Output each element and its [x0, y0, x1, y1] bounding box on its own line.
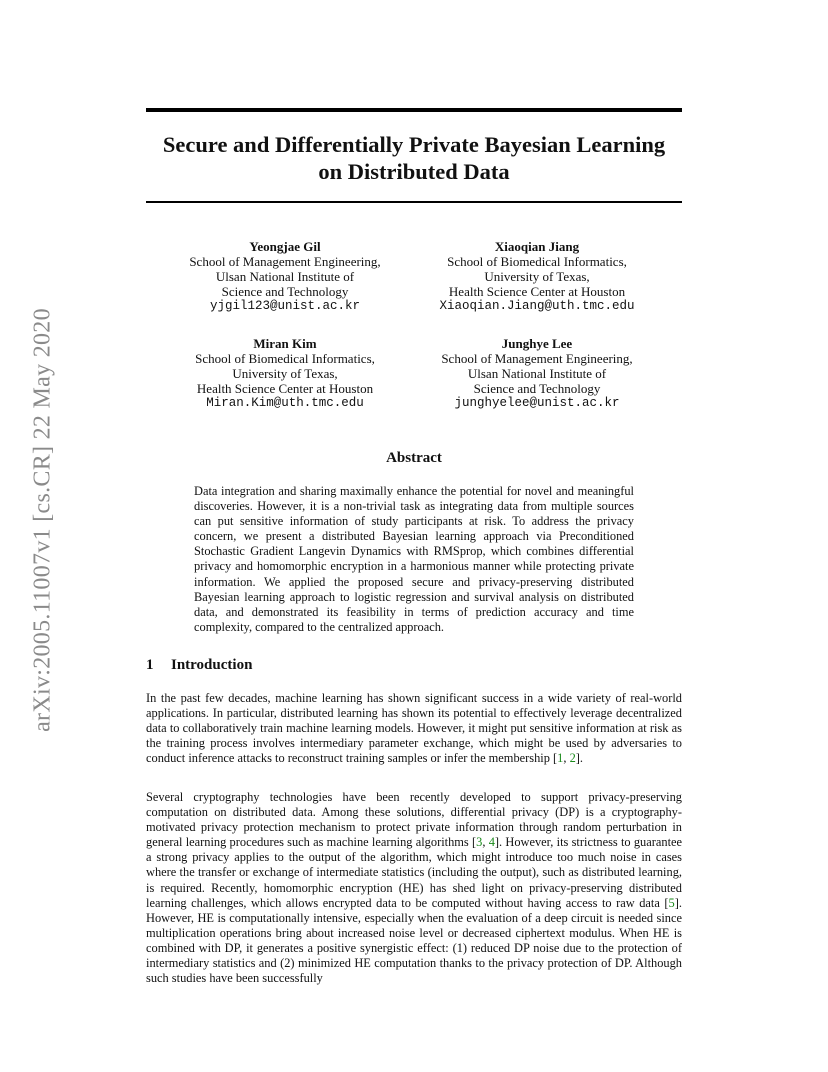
author-email[interactable]: Miran.Kim@uth.tmc.edu: [206, 396, 364, 410]
author-affiliation-line: Ulsan National Institute of: [215, 269, 355, 284]
author-affiliation-line: Health Science Center at Houston: [448, 284, 626, 299]
author-affiliation-line: Science and Technology: [221, 284, 349, 299]
abstract-text: Data integration and sharing maximally enhance the potential for novel and meaningful discoveries. However, it is a non-trivial task as integrating data from multiple sources can put sensitive information of study participants at risk. To address the privacy concern, we present a distributed Bayesian learning approach via Preconditioned Stochastic Gradient Langevin Dynamics with RMSprop, which combines differential privacy and homomorphic encryption in a harmonious manner while protecting private information. We applied the proposed secure and privacy-preserving distributed Bayesian learning approach to logistic regression and survival analysis on distributed data, and demonstrated its feasibility in terms of prediction accuracy and time complexity, compared to the centralized approach.: [194, 484, 634, 634]
paragraph-text: .: [579, 751, 584, 766]
author-affiliation-line: School of Management Engineering,: [441, 351, 633, 366]
author-affiliation-line: Ulsan National Institute of: [467, 366, 607, 381]
author-affiliation-line: University of Texas,: [484, 269, 590, 284]
title-top-rule: [146, 108, 682, 112]
citation-link[interactable]: 1: [557, 751, 564, 766]
author-affiliation-line: University of Texas,: [232, 366, 338, 381]
author-block: [160, 239, 410, 314]
paragraph-text: Several cryptography technologies have been recently developed to support privacy-preserving computation on distributed data. Among these solutions, differential privacy (DP) is a cryptography-motivated privacy protection mechanism to protect private information through random perturbation in general learning procedures such as machine learning algorithms: [146, 790, 682, 850]
author-affiliation-line: School of Management Engineering,: [189, 254, 381, 269]
citation-link[interactable]: 3: [476, 835, 483, 850]
paragraph-text: . However, its strictness to guarantee a strong privacy applies to the output of the algorithm, which might introduce too much noise in cases where the transfer or exchange of intermediate statistics (including the output), such as distributed learning, is required. Recently, homomorphic encryption (HE) has shed light on privacy-preserving distributed learning challenges, which allows encrypted data to be computed without having access to raw data: [146, 835, 683, 910]
author-name: Xiaoqian Jiang: [494, 239, 580, 254]
paper-title: [146, 131, 682, 185]
section-heading: [146, 657, 682, 674]
author-email[interactable]: Xiaoqian.Jiang@uth.tmc.edu: [439, 299, 635, 313]
author-affiliation-line: Health Science Center at Houston: [196, 381, 374, 396]
paragraph-text: . However, HE is computationally intensive, especially when the evaluation of a deep circuit is needed since multiplication operations bring about increased noise level or decreased ciphertext modulus. When HE is combined with DP, it generates a positive synergistic effect: (1) reduced DP noise due to the protection of intermediary statistics and (2) minimized HE computation thanks to the privacy protection of DP. Although such studies have been successfully: [146, 895, 682, 986]
author-block: [160, 336, 410, 411]
author-affiliation-line: School of Biomedical Informatics,: [447, 254, 627, 269]
title-line-2: on Distributed Data: [318, 159, 510, 184]
author-name: Miran Kim: [253, 336, 317, 351]
author-affiliation-line: School of Biomedical Informatics,: [195, 351, 375, 366]
author-email[interactable]: junghyelee@unist.ac.kr: [454, 396, 620, 410]
intro-paragraph-2: Several cryptography technologies have been recently developed to support privacy-preserving computation on distributed data. Among these solutions, differential privacy (DP) is a cryptography-motivated privacy protection mechanism to protect private information through random perturbation in general learning procedures such as machine learning algorithms [3, 4]. However, its strictness to guarantee a strong privacy applies to the output of the algorithm, which might introduce too much noise in cases where the transfer or exchange of intermediate statistics (including the output), such as distributed learning, is required. Recently, homomorphic encryption (HE) has shed light on privacy-preserving distributed learning challenges, which allows encrypted data to be computed without having access to raw data [5]. However, HE is computationally intensive, especially when the evaluation of a deep circuit is needed since multiplication operations bring about increased noise level or decreased ciphertext modulus. When HE is combined with DP, it generates a positive synergistic effect: (1) reduced DP noise due to the protection of intermediary statistics and (2) minimized HE computation thanks to the privacy protection of DP. Although such studies have been successfully: [146, 790, 683, 986]
section-number: 1: [146, 657, 154, 673]
section-title: Introduction: [171, 657, 253, 673]
title-line-1: Secure and Differentially Private Bayesian Learning: [162, 132, 666, 157]
intro-paragraph-1: In the past few decades, machine learning has shown significant success in a wide variety of real-world applications. In particular, distributed learning has shown its potential to effectively leverage decentralized data to collaboratively train machine learning models. However, it might put sensitive information at risk as the training process involves intermediary parameter exchange, which might be used by adversaries to conduct inference attacks to reconstruct training samples or infer the membership [1, 2].: [146, 691, 682, 766]
author-name: Yeongjae Gil: [249, 239, 321, 254]
author-name: Junghye Lee: [501, 336, 573, 351]
abstract-heading: Abstract: [386, 450, 442, 466]
author-email[interactable]: yjgil123@unist.ac.kr: [209, 299, 361, 313]
author-block: [412, 336, 662, 411]
citation-link[interactable]: 4: [488, 835, 495, 850]
author-block: [412, 239, 662, 314]
author-affiliation-line: Science and Technology: [473, 381, 601, 396]
arxiv-identifier: arXiv:2005.11007v1 [cs.CR] 22 May 2020: [29, 308, 56, 732]
citation-link[interactable]: 5: [668, 895, 675, 910]
paragraph-text: In the past few decades, machine learning has shown significant success in a wide variety of real-world applications. In particular, distributed learning has shown its potential to effectively leverage decentralized data to collaboratively train machine learning models. However, it might put sensitive information at risk as the training process involves intermediary parameter exchange, which might be used by adversaries to conduct inference attacks to reconstruct training samples or infer the membership: [146, 691, 682, 766]
title-bottom-rule: [146, 201, 682, 203]
citation-link[interactable]: 2: [569, 751, 576, 766]
